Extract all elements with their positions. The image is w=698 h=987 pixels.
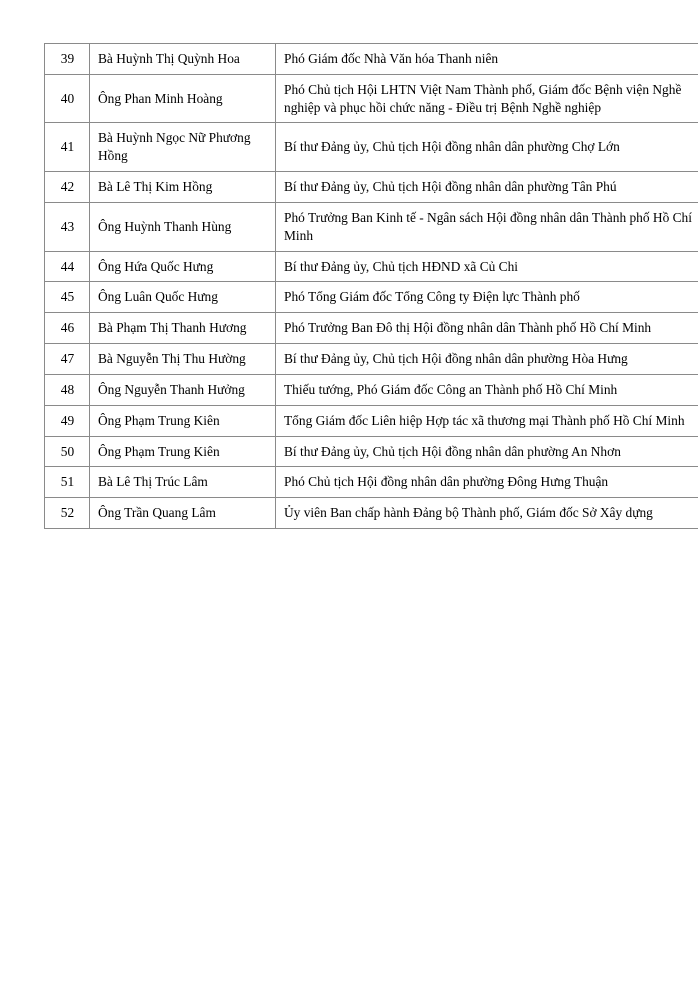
row-index: 48 — [45, 374, 90, 405]
table-row — [45, 44, 698, 75]
row-position: Bí thư Đảng ủy, Chủ tịch Hội đồng nhân dân phường Hòa Hưng — [276, 344, 698, 375]
table-row — [45, 74, 698, 123]
roster-table-body — [45, 44, 698, 529]
table-row — [45, 172, 698, 203]
row-index: 46 — [45, 313, 90, 344]
row-position: Bí thư Đảng ủy, Chủ tịch HĐND xã Củ Chi — [276, 251, 698, 282]
row-position: Bí thư Đảng ủy, Chủ tịch Hội đồng nhân dân phường Tân Phú — [276, 172, 698, 203]
row-index: 44 — [45, 251, 90, 282]
table-row — [45, 344, 698, 375]
row-position: Phó Giám đốc Nhà Văn hóa Thanh niên — [276, 44, 698, 75]
table-row — [45, 123, 698, 172]
row-name: Bà Huỳnh Ngọc Nữ Phương Hồng — [90, 123, 276, 172]
row-name: Bà Nguyễn Thị Thu Hường — [90, 344, 276, 375]
table-row — [45, 282, 698, 313]
row-position: Tổng Giám đốc Liên hiệp Hợp tác xã thương mại Thành phố Hồ Chí Minh — [276, 405, 698, 436]
row-name: Bà Huỳnh Thị Quỳnh Hoa — [90, 44, 276, 75]
row-index: 47 — [45, 344, 90, 375]
row-index: 50 — [45, 436, 90, 467]
row-name: Bà Phạm Thị Thanh Hương — [90, 313, 276, 344]
row-index: 40 — [45, 74, 90, 123]
roster-table — [44, 43, 698, 529]
table-row — [45, 498, 698, 529]
row-name: Ông Phạm Trung Kiên — [90, 405, 276, 436]
row-index: 52 — [45, 498, 90, 529]
row-name: Ông Hứa Quốc Hưng — [90, 251, 276, 282]
row-index: 51 — [45, 467, 90, 498]
row-name: Ông Trần Quang Lâm — [90, 498, 276, 529]
row-index: 49 — [45, 405, 90, 436]
row-position: Bí thư Đảng ủy, Chủ tịch Hội đồng nhân dân phường An Nhơn — [276, 436, 698, 467]
row-name: Ông Huỳnh Thanh Hùng — [90, 202, 276, 251]
row-position: Thiếu tướng, Phó Giám đốc Công an Thành phố Hồ Chí Minh — [276, 374, 698, 405]
table-row — [45, 467, 698, 498]
row-index: 42 — [45, 172, 90, 203]
row-position: Phó Chủ tịch Hội đồng nhân dân phường Đông Hưng Thuận — [276, 467, 698, 498]
table-row — [45, 374, 698, 405]
row-index: 45 — [45, 282, 90, 313]
row-name: Ông Luân Quốc Hưng — [90, 282, 276, 313]
row-position: Phó Chủ tịch Hội LHTN Việt Nam Thành phố, Giám đốc Bệnh viện Nghề nghiệp và phục hồi chức năng - Điều trị Bệnh Nghề nghiệp — [276, 74, 698, 123]
row-name: Ông Phạm Trung Kiên — [90, 436, 276, 467]
table-row — [45, 251, 698, 282]
row-position: Bí thư Đảng ủy, Chủ tịch Hội đồng nhân dân phường Chợ Lớn — [276, 123, 698, 172]
table-row — [45, 202, 698, 251]
table-row — [45, 313, 698, 344]
row-name: Bà Lê Thị Kim Hồng — [90, 172, 276, 203]
table-row — [45, 405, 698, 436]
row-name: Bà Lê Thị Trúc Lâm — [90, 467, 276, 498]
table-row — [45, 436, 698, 467]
row-name: Ông Nguyễn Thanh Hưởng — [90, 374, 276, 405]
row-index: 41 — [45, 123, 90, 172]
row-position: Phó Trưởng Ban Đô thị Hội đồng nhân dân Thành phố Hồ Chí Minh — [276, 313, 698, 344]
row-position: Ủy viên Ban chấp hành Đảng bộ Thành phố, Giám đốc Sở Xây dựng — [276, 498, 698, 529]
row-index: 39 — [45, 44, 90, 75]
row-position: Phó Tổng Giám đốc Tổng Công ty Điện lực Thành phố — [276, 282, 698, 313]
row-position: Phó Trưởng Ban Kinh tế - Ngân sách Hội đồng nhân dân Thành phố Hồ Chí Minh — [276, 202, 698, 251]
row-name: Ông Phan Minh Hoàng — [90, 74, 276, 123]
row-index: 43 — [45, 202, 90, 251]
